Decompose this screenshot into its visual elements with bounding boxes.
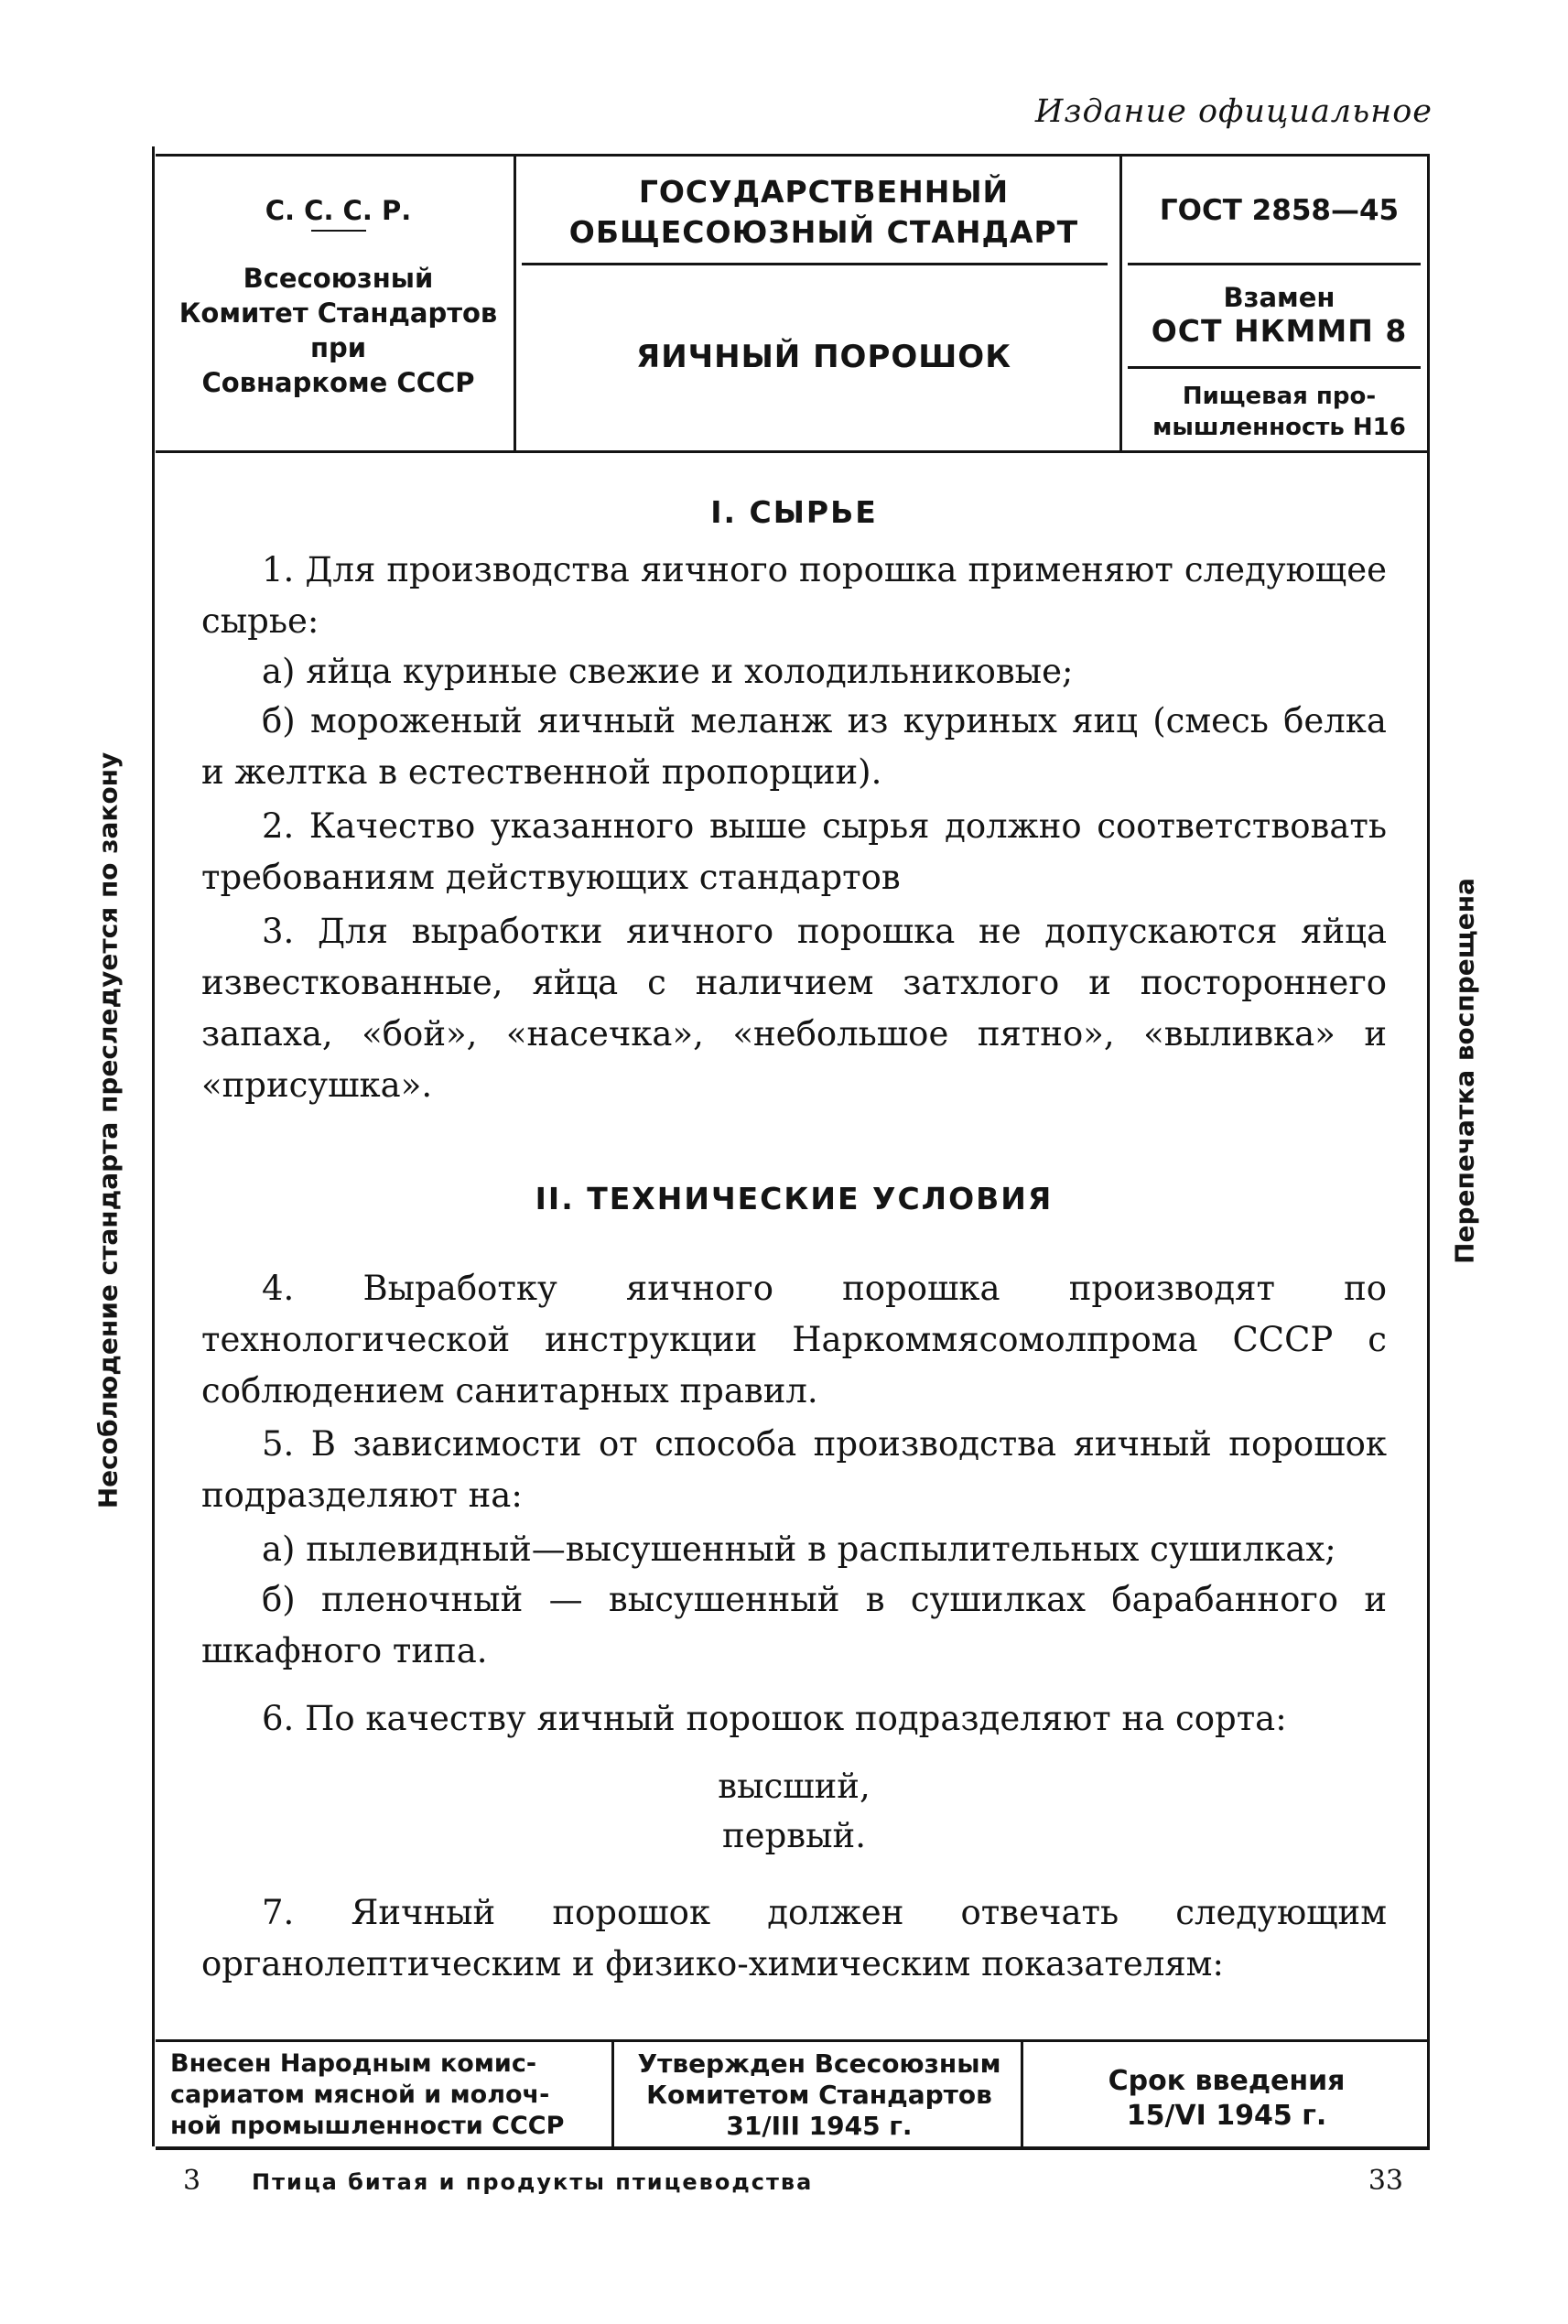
effective-line-1: Срок введения [1108,2065,1346,2097]
footer-bottom-line [156,2146,1430,2150]
paragraph-4: 4. Выработку яичного порошка производят по технологической инструкции Наркоммясомолпрома СССР с соблюдением санитарных правил. [201,1269,1387,1411]
industry-code [1130,381,1428,443]
paragraph-5a: а) пылевидный—высушенный в распылительных сушилках; [262,1530,1336,1569]
org-line-3: при [309,332,367,363]
frame-left-line [152,146,155,2146]
frame-header-bottom-line [156,450,1430,453]
paragraph-7: 7. Яичный порошок должен отвечать следующим органолептическим и физико-химическим показателям: [201,1893,1387,1984]
page-number: 33 [1368,2165,1403,2197]
state-title-line-2: ОБЩЕСОЮЗНЫЙ СТАНДАРТ [568,214,1079,250]
paragraph-2: 2. Качество указанного выше сырья должно соответствовать требованиям действующих стандартов [201,806,1387,897]
paragraph-5b: б) пленочный — высушенный в сушилках барабанного и шкафного типа. [201,1580,1387,1670]
paragraph-3: 3. Для выработки яичного порошка не допускаются яйца известкованные, яйца с наличием затхлого и постороннего запаха, «бой», «насечка», «небольшое пятно», «выливка» и «присушка». [201,912,1387,1105]
footer-divider-2 [1021,2041,1023,2146]
effective-line-2: 15/VI 1945 г. [1126,2100,1327,2132]
replaces-label: Взамен [1223,282,1336,313]
approved-line-2: Комитетом Стандартов [646,2080,992,2110]
org-line-4: Совнаркоме СССР [201,367,475,398]
gost-underline [1128,263,1421,265]
introduced-line-1: Внесен Народным комис- [170,2049,537,2078]
org-line-2: Комитет Стандартов [178,297,498,329]
introduced-line-2: сариатом мясной и молоч- [170,2081,550,2109]
paragraph-5: 5. В зависимости от способа производства яичный порошок подразделяют на: [201,1424,1387,1515]
signature-number: 3 [183,2165,201,2197]
paragraph-1b: б) мороженый яичный меланж из куриных яиц (смесь белка и желтка в естественной пропорции). [201,701,1387,792]
paragraph-1a: а) яйца куриные свежие и холодильниковые; [262,652,1074,691]
approved-by [622,2048,1016,2142]
edition-note: Издание официальное [1034,93,1433,130]
section-1-title: I. СЫРЬЕ [710,494,878,530]
approved-line-1: Утвержден Всесоюзным [637,2048,1001,2079]
replaces-code: ОСТ НКММП 8 [1151,313,1408,349]
product-title: ЯИЧНЫЙ ПОРОШОК [636,339,1011,375]
ussr-text: С. С. С. Р. [265,195,412,226]
ussr-label [157,195,519,241]
reprint-notice: Перепечатка воспрещена [1449,878,1480,1264]
industry-line-1: Пищевая про- [1182,383,1377,410]
frame-top-line [156,154,1430,157]
collection-title: Птица битая и продукты птицеводства [252,2169,814,2195]
introduced-line-3: ной промышленности СССР [170,2112,565,2140]
state-title-underline [522,263,1108,265]
footer-divider-1 [611,2041,614,2146]
industry-line-2: мышленность Н16 [1152,414,1406,441]
effective-date [1034,2064,1419,2134]
paragraph-1: 1. Для производства яичного порошка применяют следующее сырье: [201,550,1387,641]
grade-highest: высший, [718,1767,871,1806]
ussr-rule [311,230,366,232]
footer-top-line [156,2039,1430,2042]
org-line-1: Всесоюзный [243,263,434,294]
org-block [157,261,519,400]
gost-number: ГОСТ 2858—45 [1159,194,1400,227]
state-standard-title [522,172,1126,253]
introduced-by [170,2048,600,2142]
state-title-line-1: ГОСУДАРСТВЕННЫЙ [638,174,1010,210]
replaces-underline [1128,366,1421,369]
paragraph-6: 6. По качеству яичный порошок подразделяют на сорта: [262,1699,1287,1738]
approved-line-3: 31/III 1945 г. [726,2111,913,2141]
law-notice: Несоблюдение стандарта преследуется по закону [92,751,124,1509]
grade-first: первый. [722,1816,866,1855]
section-2-title: II. ТЕХНИЧЕСКИЕ УСЛОВИЯ [535,1181,1054,1216]
frame-right-line [1427,154,1430,2149]
